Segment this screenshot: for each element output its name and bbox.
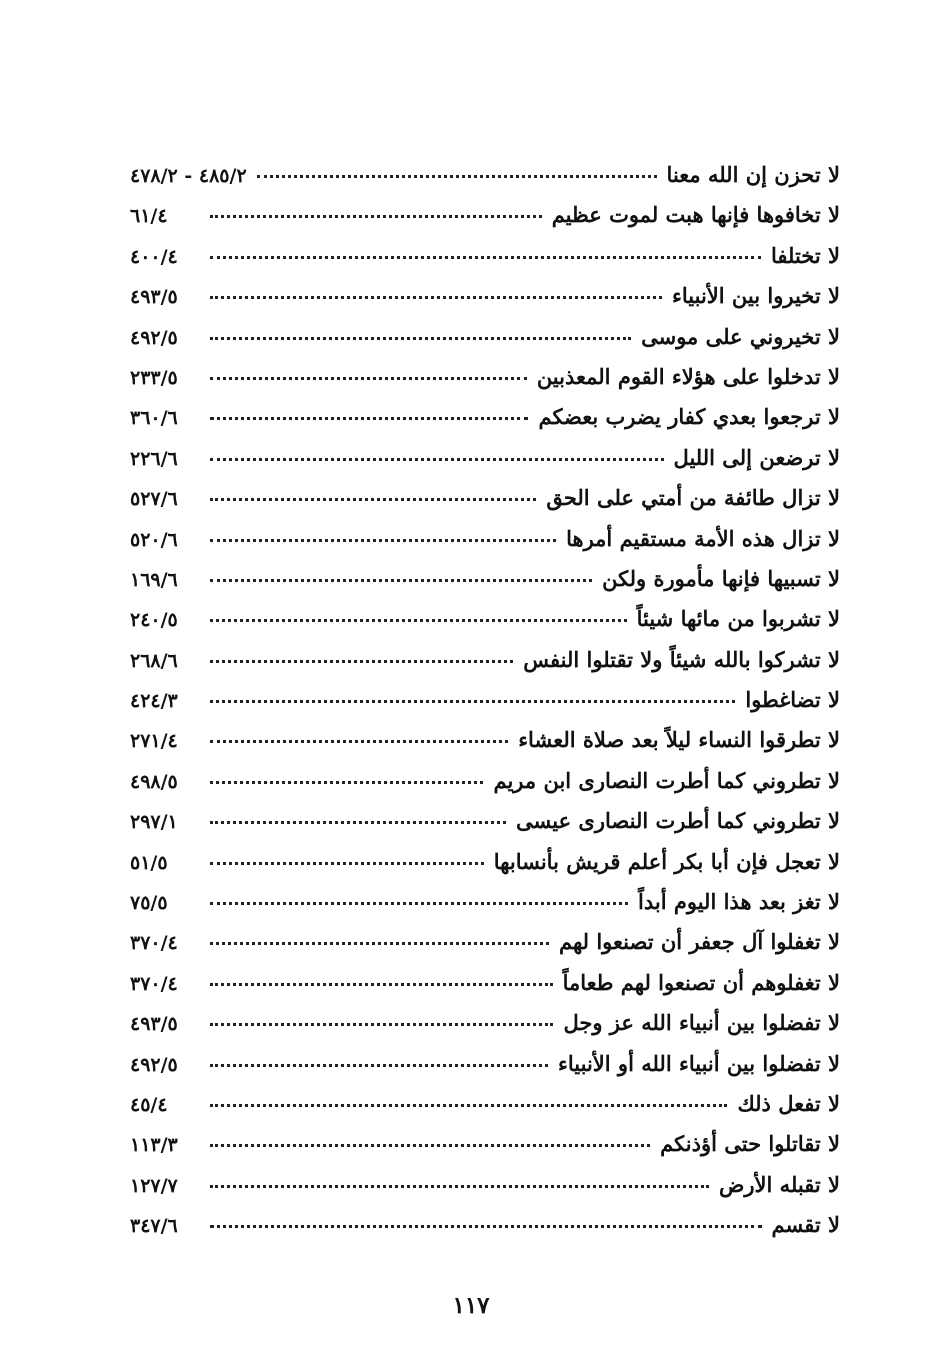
dot-leader	[210, 821, 506, 824]
entry-text: لا ترضعن إلى الليل	[673, 444, 840, 470]
entry-text: لا تغفلوهم أن تصنعوا لهم طعاماً	[562, 969, 840, 995]
dot-leader	[210, 1225, 762, 1228]
entry-text: لا تفضلوا بين أنبياء الله أو الأنبياء	[558, 1050, 840, 1076]
index-entry	[130, 768, 840, 808]
dot-leader	[210, 700, 735, 703]
index-entry	[130, 485, 840, 525]
entry-reference: ٤٥/٤	[130, 1093, 168, 1116]
entry-text: لا تغفلوا آل جعفر أن تصنعوا لهم	[558, 929, 840, 955]
entry-reference: ٣٧٠/٤	[130, 932, 178, 955]
entry-reference: ٤٨٥/٢ - ٤٧٨/٢	[130, 165, 247, 187]
index-entry	[130, 243, 840, 283]
entry-text: لا ترجعوا بعدي كفار يضرب بعضكم	[538, 404, 840, 430]
entry-text: لا تفضلوا بين أنبياء الله عز وجل	[563, 1010, 840, 1036]
entry-reference: ١١٣/٣	[130, 1134, 178, 1157]
entry-text: لا تقبله الأرض	[719, 1171, 840, 1197]
dot-leader	[210, 417, 528, 420]
index-entry	[130, 445, 840, 485]
entry-reference: ٦١/٤	[130, 205, 168, 228]
entry-text: لا تخيروني على موسى	[641, 323, 840, 349]
entry-text: لا تدخلوا على هؤلاء القوم المعذبين	[536, 363, 840, 389]
entry-reference: ٢٢٦/٦	[130, 447, 178, 470]
index-entry	[130, 1091, 840, 1131]
index-entry	[130, 727, 840, 767]
entry-text: لا تطروني كما أطرت النصارى عيسى	[516, 808, 840, 834]
dot-leader	[210, 1023, 553, 1026]
index-entry	[130, 970, 840, 1010]
entry-text: لا تخافوها فإنها هبت لموت عظيم	[551, 202, 840, 228]
entry-reference: ٤٩٣/٥	[130, 286, 178, 309]
index-entry	[130, 202, 840, 242]
dot-leader	[210, 781, 483, 784]
entry-reference: ٤٩٢/٥	[130, 1053, 178, 1076]
dot-leader	[210, 740, 508, 743]
entry-text: لا تخيروا بين الأنبياء	[672, 283, 840, 309]
entry-text: لا تقاتلوا حتى أؤذنكم	[660, 1131, 840, 1157]
entry-reference: ٤٠٠/٤	[130, 245, 178, 268]
index-entry	[130, 364, 840, 404]
dot-leader	[210, 983, 553, 986]
entry-reference: ٢٦٨/٦	[130, 649, 178, 672]
entry-reference: ٥١/٥	[130, 851, 168, 874]
entry-reference: ٢٣٣/٥	[130, 366, 178, 389]
entry-text: لا تشربوا من مائها شيئاً	[636, 606, 840, 632]
entry-reference: ٥٢٠/٦	[130, 528, 178, 551]
dot-leader	[210, 498, 536, 501]
index-entry	[130, 283, 840, 323]
hadith-index-list	[130, 162, 840, 1253]
index-entry	[130, 526, 840, 566]
entry-reference: ٧٥/٥	[130, 892, 168, 915]
index-entry	[130, 1051, 840, 1091]
dot-leader	[210, 1185, 709, 1188]
index-entry	[130, 324, 840, 364]
dot-leader	[210, 902, 628, 905]
entry-text: لا تزال هذه الأمة مستقيم أمرها	[566, 525, 840, 551]
dot-leader	[210, 1144, 650, 1147]
entry-reference: ٣٦٠/٦	[130, 407, 178, 430]
dot-leader	[210, 256, 761, 259]
index-entry	[130, 929, 840, 969]
index-entry	[130, 808, 840, 848]
entry-reference: ٢٤٠/٥	[130, 609, 178, 632]
entry-text: لا تعجل فإن أبا بكر أعلم قريش بأنسابها	[493, 848, 840, 874]
dot-leader	[210, 215, 542, 218]
entry-text: لا تحزن إن الله معنا	[666, 162, 840, 187]
entry-text: لا تفعل ذلك	[737, 1090, 840, 1116]
entry-text: لا تزال طائفة من أمتي على الحق	[546, 485, 840, 511]
dot-leader	[257, 175, 657, 178]
entry-reference: ١٢٧/٧	[130, 1174, 178, 1197]
index-entry	[130, 1131, 840, 1171]
dot-leader	[210, 619, 627, 622]
dot-leader	[210, 660, 513, 663]
dot-leader	[210, 337, 631, 340]
entry-reference: ٢٧١/٤	[130, 730, 178, 753]
index-entry	[130, 849, 840, 889]
dot-leader	[210, 296, 662, 299]
entry-reference: ١٦٩/٦	[130, 568, 178, 591]
entry-text: لا تضاغطوا	[745, 687, 840, 713]
dot-leader	[210, 862, 484, 865]
index-entry	[130, 889, 840, 929]
entry-text: لا تغز بعد هذا اليوم أبداً	[638, 889, 840, 915]
entry-reference: ٤٢٤/٣	[130, 690, 178, 713]
entry-reference: ٤٩٢/٥	[130, 326, 178, 349]
dot-leader	[210, 1064, 548, 1067]
index-entry	[130, 566, 840, 606]
dot-leader	[210, 377, 527, 380]
entry-text: لا تطروني كما أطرت النصارى ابن مريم	[493, 767, 840, 793]
dot-leader	[210, 458, 664, 461]
dot-leader	[210, 942, 549, 945]
index-entry	[130, 1172, 840, 1212]
index-entry	[130, 647, 840, 687]
entry-text: لا تقسم	[771, 1212, 840, 1238]
entry-text: لا تسبيها فإنها مأمورة ولكن	[602, 565, 840, 591]
entry-reference: ٣٧٠/٤	[130, 972, 178, 995]
page-number: ١١٧	[452, 1292, 490, 1319]
entry-text: لا تطرقوا النساء ليلاً بعد صلاة العشاء	[518, 727, 840, 753]
dot-leader	[210, 579, 592, 582]
entry-reference: ٤٩٨/٥	[130, 770, 178, 793]
dot-leader	[210, 539, 556, 542]
index-entry	[130, 687, 840, 727]
index-entry	[130, 606, 840, 646]
dot-leader	[210, 1104, 727, 1107]
index-entry	[130, 1010, 840, 1050]
entry-text: لا تختلفا	[771, 242, 840, 268]
entry-text: لا تشركوا بالله شيئاً ولا تقتلوا النفس	[523, 646, 840, 672]
entry-reference: ٤٩٣/٥	[130, 1013, 178, 1036]
entry-reference: ٥٢٧/٦	[130, 488, 178, 511]
index-entry	[130, 1212, 840, 1252]
entry-reference: ٢٩٧/١	[130, 811, 178, 834]
index-entry	[130, 162, 840, 202]
entry-reference: ٣٤٧/٦	[130, 1215, 178, 1238]
index-entry	[130, 404, 840, 444]
